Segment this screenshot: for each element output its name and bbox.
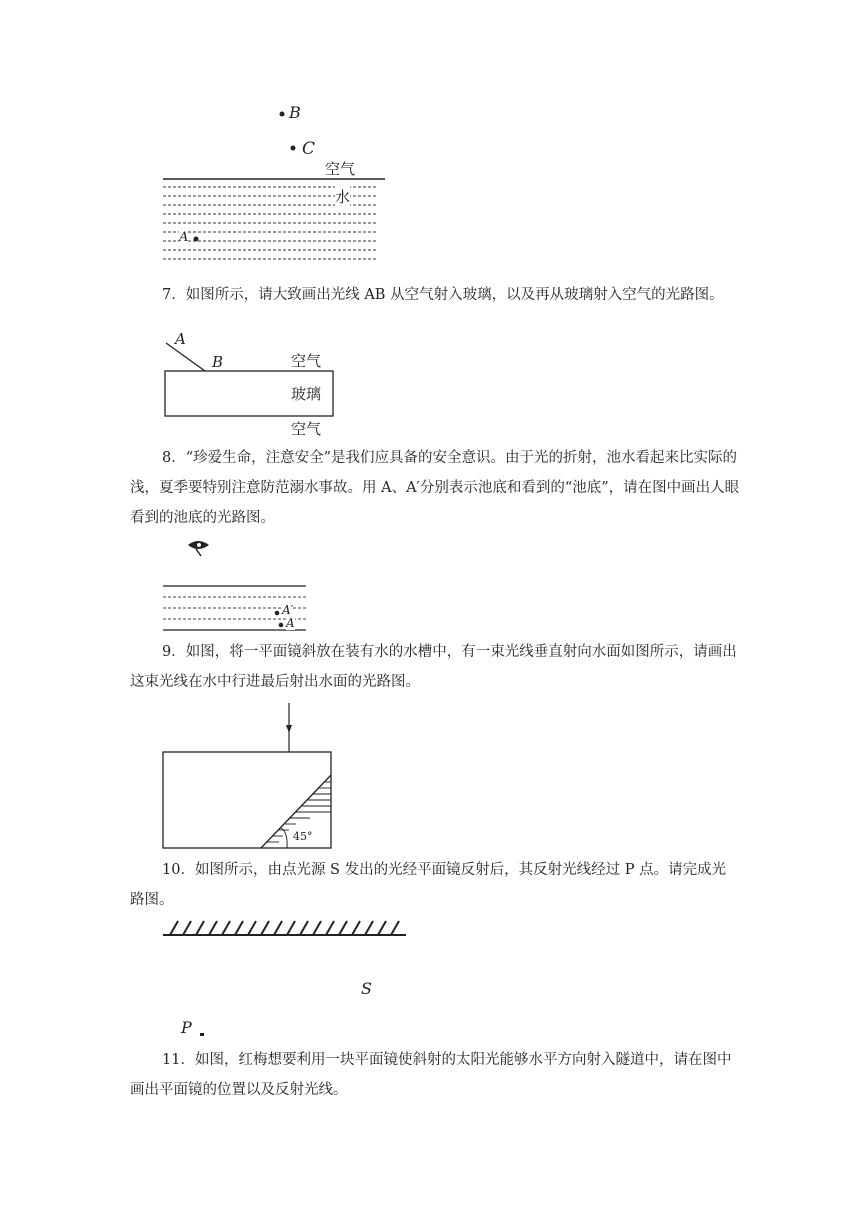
air-label: 空气 bbox=[325, 160, 356, 178]
point-a-label: A bbox=[179, 230, 189, 245]
glass-label: 玻璃 bbox=[291, 385, 322, 403]
air-top-label: 空气 bbox=[291, 352, 322, 370]
question-7-text: 7．如图所示，请大致画出光线 AB 从空气射入玻璃，以及再从玻璃射入空气的光路图。 bbox=[162, 287, 724, 303]
point-c-label: C bbox=[302, 139, 316, 159]
question-9-text: 9．如图，将一平面镜斜放在装有水的水槽中，有一束光线垂直射向水面如图所示，请画出这束光线在水中行进最后射出水面的光路图。 bbox=[130, 644, 737, 690]
point-a-label: A bbox=[175, 330, 186, 348]
point-a-label: A bbox=[286, 616, 295, 630]
point-s-label: S bbox=[361, 979, 372, 998]
question-11-text: 11．如图，红梅想要利用一块平面镜使斜射的太阳光能够水平方向射入隧道中，请在图中画出平面镜的位置以及反射光线。 bbox=[130, 1052, 732, 1098]
air-bottom-label: 空气 bbox=[291, 420, 322, 438]
plane-mirror-hatching bbox=[170, 921, 399, 935]
point-b-label: B bbox=[289, 103, 301, 122]
angle-label: 45° bbox=[293, 830, 313, 843]
point-p-label: P bbox=[181, 1018, 192, 1037]
question-8-text: 8．“珍爱生命，注意安全”是我们应具备的安全意识。由于光的折射，池水看起来比实际的浅，夏季要特别注意防范溺水事故。用 A、A′分别表示池底和看到的“池底”，请在图中画出人眼看到的池底的光路图。 bbox=[130, 450, 740, 526]
point-b-label: B bbox=[212, 353, 224, 371]
point-p-dot bbox=[200, 1033, 204, 1036]
question-10-text: 10．如图所示，由点光源 S 发出的光经平面镜反射后，其反射光线经过 P 点。请完成光路图。 bbox=[130, 862, 727, 908]
point-a-prime-label: A′ bbox=[282, 603, 294, 617]
water-label: 水 bbox=[335, 188, 351, 206]
